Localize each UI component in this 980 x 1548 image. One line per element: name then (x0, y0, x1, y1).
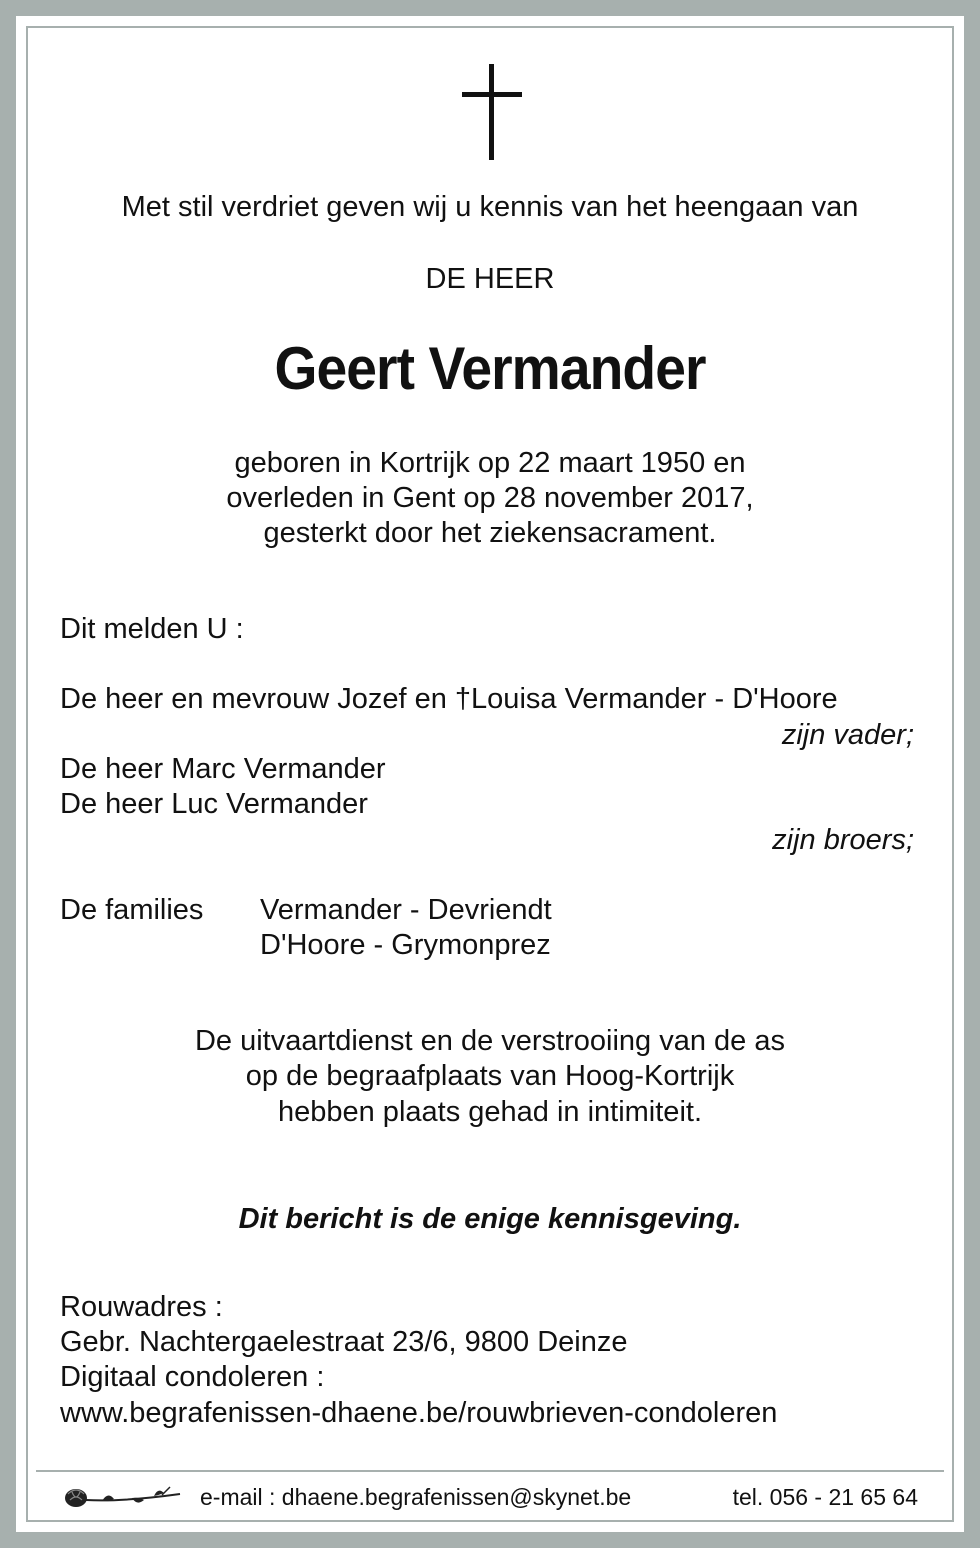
parents-role: zijn vader; (781, 719, 914, 751)
birth-line-3: gesterkt door het ziekensacrament. (263, 517, 717, 549)
condole-label: Digitaal condoleren : (60, 1361, 325, 1393)
families-label: De families (60, 894, 204, 926)
notice-text: Dit bericht is de enige kennisgeving. (238, 1203, 742, 1235)
footer-divider (36, 1470, 944, 1472)
condole-url[interactable]: www.begrafenissen-dhaene.be/rouwbrieven-condoleren (60, 1397, 778, 1429)
brothers-role: zijn broers; (772, 824, 914, 856)
family-2: D'Hoore - Grymonprez (260, 929, 551, 961)
parents-line: De heer en mevrouw Jozef en †Louisa Vermander - D'Hoore (60, 683, 838, 715)
deceased-name: Geert Vermander (274, 335, 706, 402)
brother-1: De heer Marc Vermander (60, 753, 386, 785)
birth-line-2: overleden in Gent op 28 november 2017, (226, 482, 754, 514)
service-line-2: op de begraafplaats van Hoog-Kortrijk (245, 1060, 735, 1092)
family-1: Vermander - Devriendt (260, 894, 552, 926)
honorific: DE HEER (425, 263, 555, 295)
obituary-card (26, 26, 954, 1522)
rose-icon (62, 1482, 182, 1516)
brother-2: De heer Luc Vermander (60, 788, 368, 820)
intro-text: Met stil verdriet geven wij u kennis van het heengaan van (121, 191, 859, 223)
address-text: Gebr. Nachtergaelestraat 23/6, 9800 Deinze (60, 1326, 628, 1358)
announce-text: Dit melden U : (60, 613, 244, 645)
service-line-1: De uitvaartdienst en de verstrooiing van de as (194, 1025, 785, 1057)
cross-icon (462, 64, 522, 160)
service-line-3: hebben plaats gehad in intimiteit. (277, 1096, 702, 1128)
footer-phone[interactable]: tel. 056 - 21 65 64 (732, 1484, 918, 1510)
address-label: Rouwadres : (60, 1291, 223, 1323)
footer-email[interactable]: e-mail : dhaene.begrafenissen@skynet.be (200, 1484, 632, 1510)
birth-line-1: geboren in Kortrijk op 22 maart 1950 en (234, 447, 746, 479)
